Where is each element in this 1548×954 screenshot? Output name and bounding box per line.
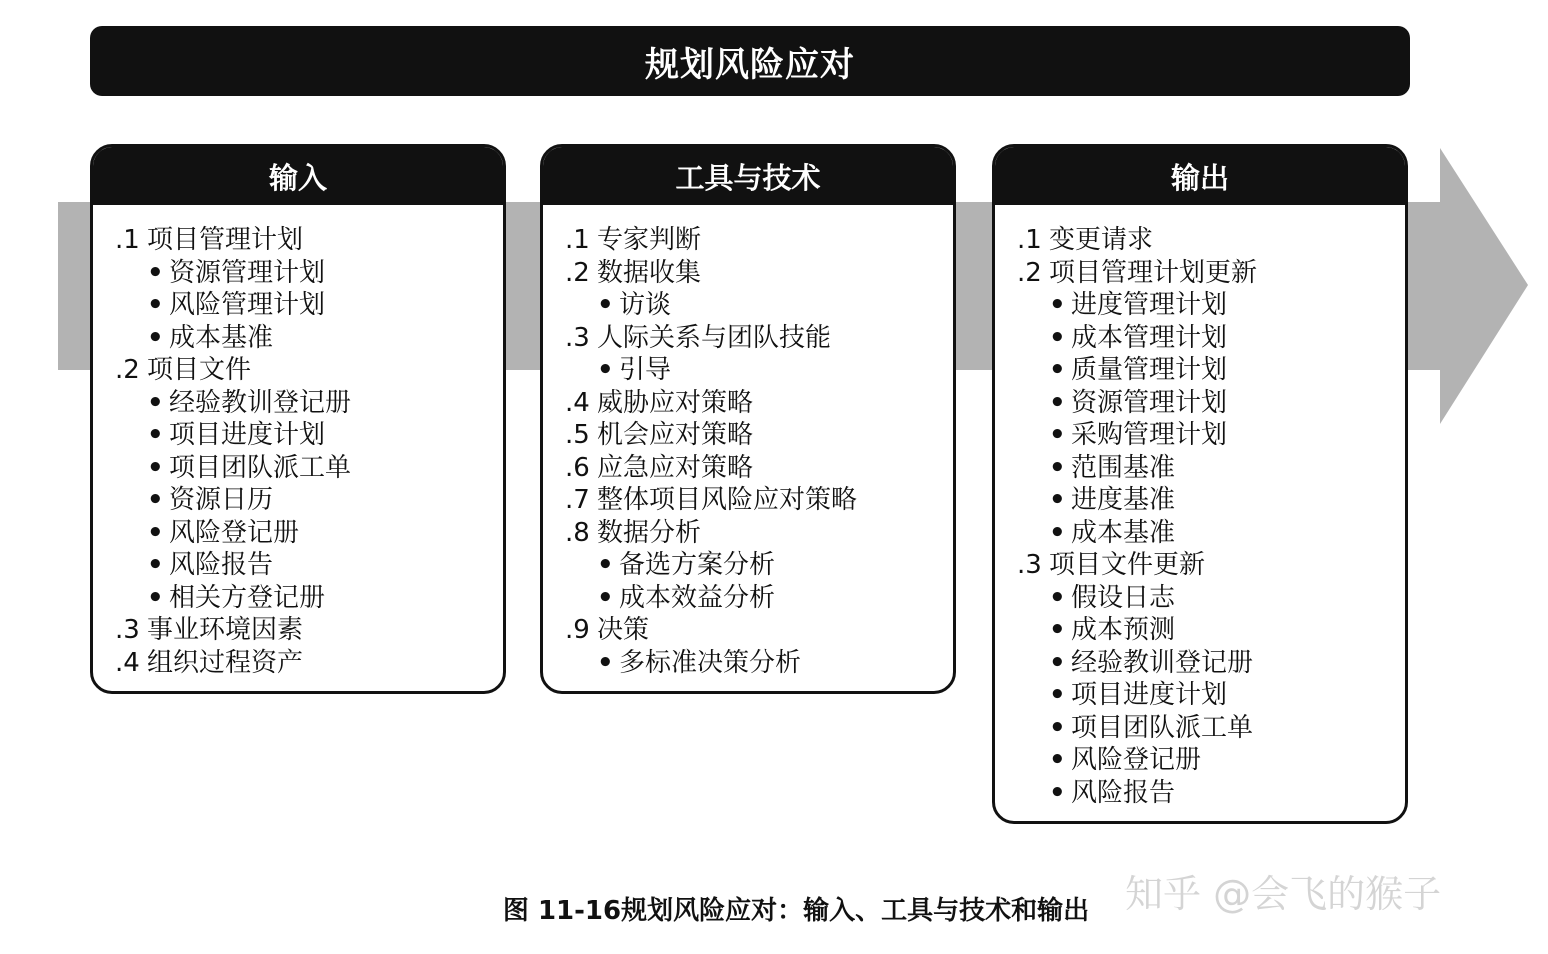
bullet-icon: • <box>597 550 614 580</box>
sub-item-label: 经验教训登记册 <box>169 387 352 418</box>
bullet-icon: • <box>1049 615 1066 645</box>
inputs-header: 输入 <box>93 147 503 205</box>
sub-item <box>1017 322 1405 355</box>
sub-item-label: 进度管理计划 <box>1071 290 1228 320</box>
item-number: .2 <box>1017 257 1042 288</box>
bullet-icon: • <box>147 257 164 288</box>
bullet-icon: • <box>597 355 614 385</box>
item-number: .2 <box>565 257 590 288</box>
sub-item-label: 风险登记册 <box>169 517 300 548</box>
sub-item <box>1017 354 1405 387</box>
bullet-icon: • <box>597 290 614 320</box>
list-item <box>115 647 503 680</box>
bullet-icon: • <box>147 420 164 450</box>
bullet-icon: • <box>147 550 164 580</box>
sub-item-label: 经验教训登记册 <box>1071 647 1254 678</box>
item-number: .1 <box>1017 225 1042 255</box>
sub-item-label: 项目团队派工单 <box>1071 712 1254 743</box>
sub-item <box>115 387 503 420</box>
bullet-icon: • <box>1049 420 1066 450</box>
sub-item <box>1017 582 1405 615</box>
bullet-icon: • <box>597 582 614 613</box>
item-number: .1 <box>115 225 140 255</box>
bullet-icon: • <box>1049 322 1066 353</box>
sub-item <box>1017 614 1405 647</box>
bullet-icon: • <box>147 582 164 613</box>
sub-item <box>565 647 953 680</box>
sub-item <box>1017 712 1405 745</box>
sub-item-label: 成本管理计划 <box>1071 322 1228 353</box>
sub-item <box>1017 744 1405 777</box>
list-item <box>565 614 953 647</box>
item-number: .2 <box>115 355 140 385</box>
title-bar <box>90 26 1410 96</box>
bullet-icon: • <box>147 517 164 548</box>
sub-item <box>565 582 953 615</box>
item-label: 变更请求 <box>1049 225 1154 255</box>
bullet-icon: • <box>147 452 164 483</box>
bullet-icon: • <box>1049 485 1066 515</box>
sub-item <box>565 289 953 322</box>
item-number: .5 <box>565 420 590 450</box>
list-item <box>115 354 503 387</box>
tools-techniques-list <box>543 205 953 691</box>
bullet-icon: • <box>147 485 164 515</box>
sub-item <box>1017 484 1405 517</box>
figure-caption-text: 图 11-16规划风险应对：输入、工具与技术和输出 <box>502 896 1090 926</box>
item-number: .3 <box>1017 550 1042 580</box>
sub-item <box>115 289 503 322</box>
sub-item <box>115 452 503 485</box>
sub-item <box>1017 452 1405 485</box>
bullet-icon: • <box>1049 712 1066 743</box>
tools-techniques-box <box>540 144 956 694</box>
list-item <box>115 614 503 647</box>
sub-item <box>1017 647 1405 680</box>
bullet-icon: • <box>1049 290 1066 320</box>
item-number: .3 <box>115 615 140 645</box>
sub-item-label: 风险报告 <box>169 550 274 580</box>
sub-item-label: 假设日志 <box>1071 582 1176 613</box>
sub-item-label: 相关方登记册 <box>169 582 326 613</box>
bullet-icon: • <box>147 322 164 353</box>
item-label: 决策 <box>597 615 650 645</box>
sub-item-label: 资源管理计划 <box>169 257 326 288</box>
item-label: 专家判断 <box>597 225 702 255</box>
item-label: 组织过程资产 <box>147 647 304 678</box>
outputs-box <box>992 144 1408 824</box>
sub-item-label: 项目进度计划 <box>169 420 326 450</box>
sub-item <box>115 322 503 355</box>
diagram-title: 规划风险应对 <box>645 44 855 85</box>
sub-item <box>1017 777 1405 810</box>
sub-item <box>1017 679 1405 712</box>
sub-item-label: 资源日历 <box>169 485 274 515</box>
bullet-icon: • <box>147 387 164 418</box>
list-item <box>565 387 953 420</box>
sub-item-label: 风险报告 <box>1071 777 1176 808</box>
bullet-icon: • <box>1049 582 1066 613</box>
sub-item-label: 采购管理计划 <box>1071 420 1228 450</box>
sub-item-label: 质量管理计划 <box>1071 355 1228 385</box>
item-number: .8 <box>565 517 590 548</box>
item-label: 数据分析 <box>597 517 702 548</box>
item-label: 威胁应对策略 <box>597 387 754 418</box>
bullet-icon: • <box>1049 452 1066 483</box>
sub-item <box>1017 517 1405 550</box>
item-label: 项目管理计划 <box>147 225 304 255</box>
list-item <box>565 224 953 257</box>
sub-item <box>1017 387 1405 420</box>
sub-item-label: 成本效益分析 <box>619 582 776 613</box>
item-label: 数据收集 <box>597 257 702 288</box>
list-item <box>565 419 953 452</box>
bullet-icon: • <box>1049 355 1066 385</box>
bullet-icon: • <box>147 290 164 320</box>
list-item <box>1017 549 1405 582</box>
list-item <box>1017 224 1405 257</box>
sub-item-label: 引导 <box>619 355 672 385</box>
sub-item-label: 项目进度计划 <box>1071 680 1228 710</box>
item-number: .9 <box>565 615 590 645</box>
item-number: .3 <box>565 322 590 353</box>
list-item <box>1017 257 1405 290</box>
sub-item <box>115 257 503 290</box>
sub-item <box>115 484 503 517</box>
sub-item-label: 风险登记册 <box>1071 745 1202 775</box>
sub-item-label: 成本基准 <box>1071 517 1176 548</box>
sub-item <box>565 549 953 582</box>
outputs-header: 输出 <box>995 147 1405 205</box>
tools-techniques-header: 工具与技术 <box>543 147 953 205</box>
sub-item <box>115 549 503 582</box>
list-item <box>565 452 953 485</box>
item-number: .6 <box>565 452 590 483</box>
list-item <box>115 224 503 257</box>
sub-item-label: 进度基准 <box>1071 485 1176 515</box>
bullet-icon: • <box>597 647 614 678</box>
sub-item <box>565 354 953 387</box>
bullet-icon: • <box>1049 387 1066 418</box>
sub-item-label: 资源管理计划 <box>1071 387 1228 418</box>
sub-item-label: 成本基准 <box>169 322 274 353</box>
sub-item-label: 项目团队派工单 <box>169 452 352 483</box>
item-label: 整体项目风险应对策略 <box>597 485 858 515</box>
bullet-icon: • <box>1049 680 1066 710</box>
bullet-icon: • <box>1049 745 1066 775</box>
sub-item-label: 多标准决策分析 <box>619 647 802 678</box>
item-label: 事业环境因素 <box>147 615 304 645</box>
sub-item <box>1017 289 1405 322</box>
sub-item-label: 备选方案分析 <box>619 550 776 580</box>
item-number: .4 <box>115 647 140 678</box>
bullet-icon: • <box>1049 777 1066 808</box>
bullet-icon: • <box>1049 517 1066 548</box>
sub-item-label: 范围基准 <box>1071 452 1176 483</box>
item-label: 项目文件 <box>147 355 252 385</box>
list-item <box>565 322 953 355</box>
list-item <box>565 484 953 517</box>
sub-item <box>1017 419 1405 452</box>
item-number: .7 <box>565 485 590 515</box>
list-item <box>565 517 953 550</box>
watermark: 知乎 @会飞的猴子 <box>1125 872 1442 916</box>
inputs-list <box>93 205 503 691</box>
item-label: 项目文件更新 <box>1049 550 1206 580</box>
outputs-list <box>995 205 1405 821</box>
sub-item-label: 风险管理计划 <box>169 290 326 320</box>
item-label: 人际关系与团队技能 <box>597 322 832 353</box>
sub-item-label: 成本预测 <box>1071 615 1176 645</box>
sub-item <box>115 419 503 452</box>
sub-item <box>115 582 503 615</box>
inputs-box <box>90 144 506 694</box>
item-label: 机会应对策略 <box>597 420 754 450</box>
list-item <box>565 257 953 290</box>
item-label: 应急应对策略 <box>597 452 754 483</box>
item-number: .4 <box>565 387 590 418</box>
sub-item <box>115 517 503 550</box>
sub-item-label: 访谈 <box>619 290 672 320</box>
item-label: 项目管理计划更新 <box>1049 257 1258 288</box>
bullet-icon: • <box>1049 647 1066 678</box>
item-number: .1 <box>565 225 590 255</box>
